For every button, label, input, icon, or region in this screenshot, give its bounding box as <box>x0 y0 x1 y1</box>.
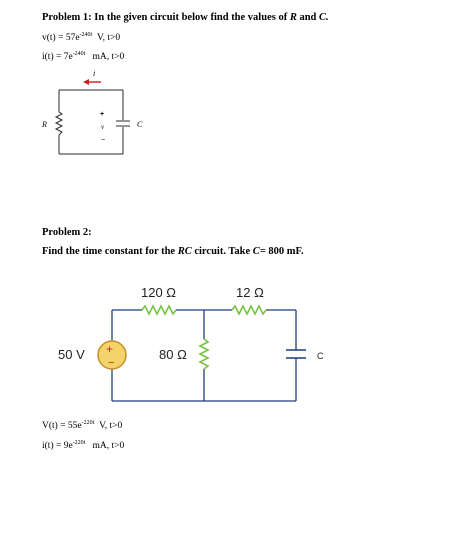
problem1-title-and: and <box>299 12 317 23</box>
problem1-title-text: Problem 1: In the given circuit below find the values of <box>42 12 288 23</box>
p2-i-prefix: i(t) = 9e <box>42 441 73 452</box>
capacitor-label: C <box>317 351 324 361</box>
p2-question-rc: RC <box>177 246 192 257</box>
source-label: 50 V <box>58 347 85 362</box>
problem2-voltage-equation <box>42 420 122 431</box>
circuit-diagram-1 <box>0 0 474 175</box>
problem1-title-r: R <box>289 12 297 23</box>
p2-i-suffix: mA, t>0 <box>92 441 125 452</box>
p1-v-prefix: v(t) = 57e <box>42 33 80 44</box>
resistor-80-label: 80 Ω <box>159 347 187 362</box>
resistor-r-label: R <box>42 120 47 129</box>
resistor-80 <box>200 339 208 369</box>
problem2-current-equation <box>42 440 124 451</box>
capacitor-c <box>116 121 130 126</box>
resistor-r <box>56 112 62 135</box>
capacitor-c-label: C <box>137 120 143 129</box>
voltage-label: v <box>101 123 105 131</box>
p1-i-prefix: i(t) = 7e <box>42 52 73 63</box>
p2-question-prefix: Find the time constant for the <box>42 246 176 257</box>
resistor-12 <box>232 306 266 314</box>
resistor-120 <box>142 306 176 314</box>
p2-question-c: C <box>252 246 260 257</box>
p2-v-exponent: -220t <box>81 420 95 426</box>
problem2-question <box>42 246 304 257</box>
p2-question-middle: circuit. Take <box>194 246 251 257</box>
p1-i-suffix: mA, t>0 <box>92 52 125 63</box>
voltage-minus: − <box>101 137 106 144</box>
p1-v-suffix: V, t>0 <box>96 33 121 44</box>
p2-i-exponent: -220t <box>72 440 86 446</box>
problem1-title-c: C. <box>319 12 329 23</box>
resistor-12-label: 12 Ω <box>236 285 264 300</box>
p2-v-suffix: V, t>0 <box>99 421 123 432</box>
current-arrow <box>83 79 101 85</box>
voltage-plus: + <box>100 111 105 118</box>
current-label: i <box>93 69 96 78</box>
problem2-title: Problem 2: <box>42 227 92 238</box>
p2-v-prefix: V(t) = 55e <box>42 421 82 432</box>
capacitor <box>286 350 306 358</box>
circuit-diagram-2 <box>0 270 474 410</box>
source-minus: − <box>108 357 115 369</box>
p1-v-exponent: -240t <box>79 32 93 38</box>
p1-i-exponent: -240t <box>72 51 86 57</box>
circuit1-wires <box>59 90 123 154</box>
voltage-source <box>98 341 126 369</box>
source-plus: + <box>106 342 114 356</box>
p2-question-value: = 800 mF. <box>259 246 304 257</box>
resistor-120-label: 120 Ω <box>141 285 177 300</box>
